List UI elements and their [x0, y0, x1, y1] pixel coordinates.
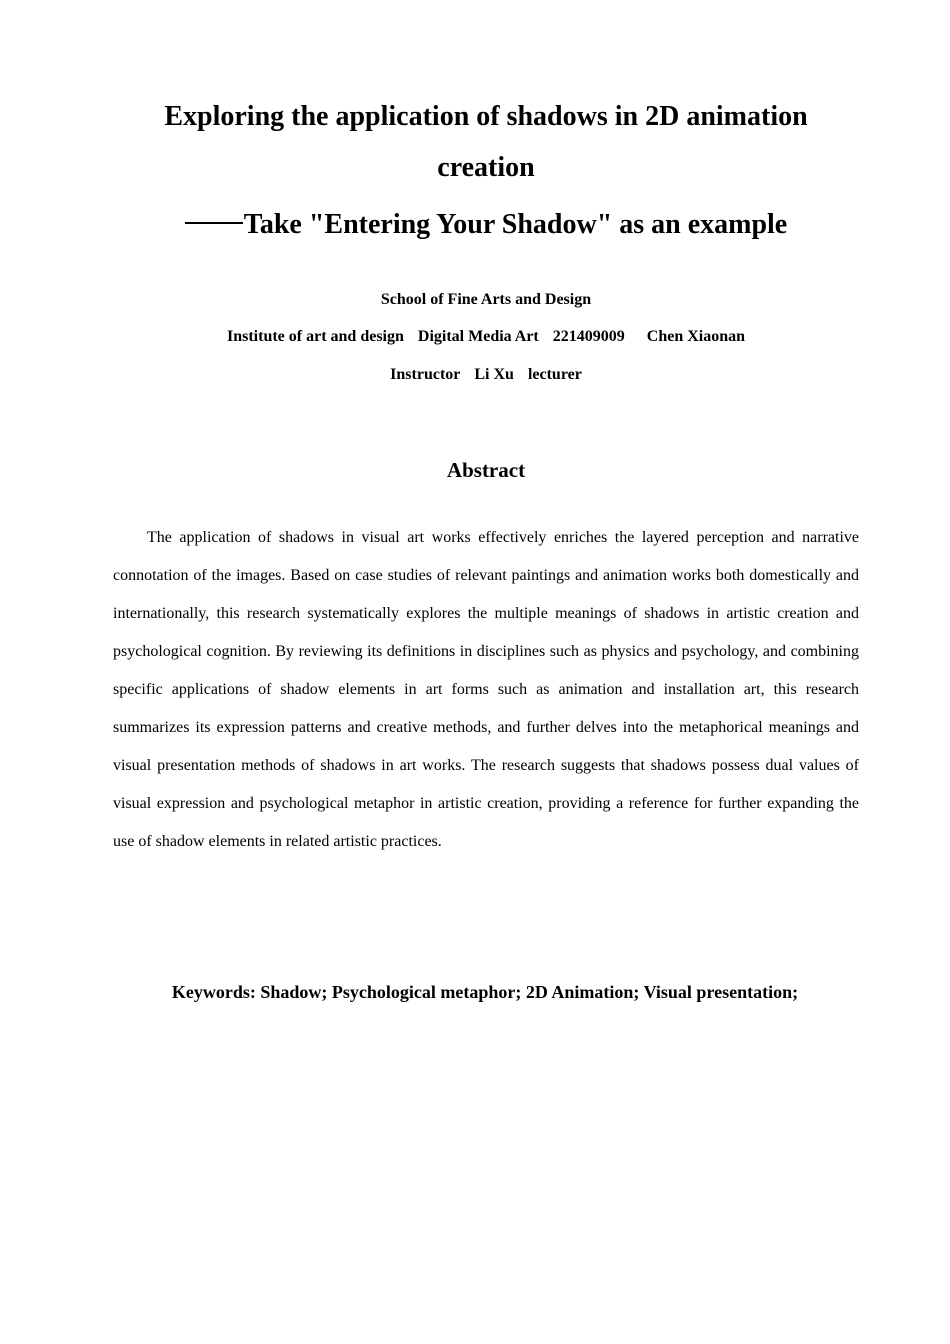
student-name: Chen Xiaonan: [646, 328, 746, 345]
keywords-line: Keywords: Shadow; Psychological metaphor; 2D Animation; Visual presentation;: [171, 982, 799, 1002]
paper-title-line-1: Exploring the application of shadows in 2D animation: [164, 101, 808, 132]
instructor-label: Instructor: [390, 366, 461, 383]
paper-subtitle-text: Take "Entering Your Shadow" as an example: [243, 209, 788, 240]
abstract-heading: Abstract: [446, 458, 526, 482]
major-name: Digital Media Art: [417, 328, 539, 345]
author-line: [0, 327, 950, 347]
instructor-title: lecturer: [527, 366, 582, 383]
paper-title-line-2: creation: [437, 152, 535, 183]
student-id: 221409009: [552, 328, 625, 345]
abstract-body: The application of shadows in visual art works effectively enriches the layered perception and narrative connotation of the images. Based on case studies of relevant paintings and animation works both domestically and internationally, this research systematically explores the multiple meanings of shadows in artistic creation and psychological cognition. By reviewing its definitions in disciplines such as physics and psychology, and combining specific applications of shadow elements in art forms such as animation and installation art, this research summarizes its expression patterns and creative methods, and further delves into the metaphorical meanings and visual presentation methods of shadows in art works. The research suggests that shadows possess dual values of visual expression and psychological metaphor in artistic creation, providing a reference for further expanding the use of shadow elements in related artistic practices.: [113, 529, 859, 850]
institute-name: Institute of art and design: [226, 328, 404, 345]
instructor-line: [0, 365, 950, 385]
em-dash-rule: [185, 222, 243, 224]
instructor-name: Li Xu: [474, 366, 514, 383]
school-name: School of Fine Arts and Design: [380, 291, 592, 308]
paper-subtitle: [0, 201, 950, 242]
